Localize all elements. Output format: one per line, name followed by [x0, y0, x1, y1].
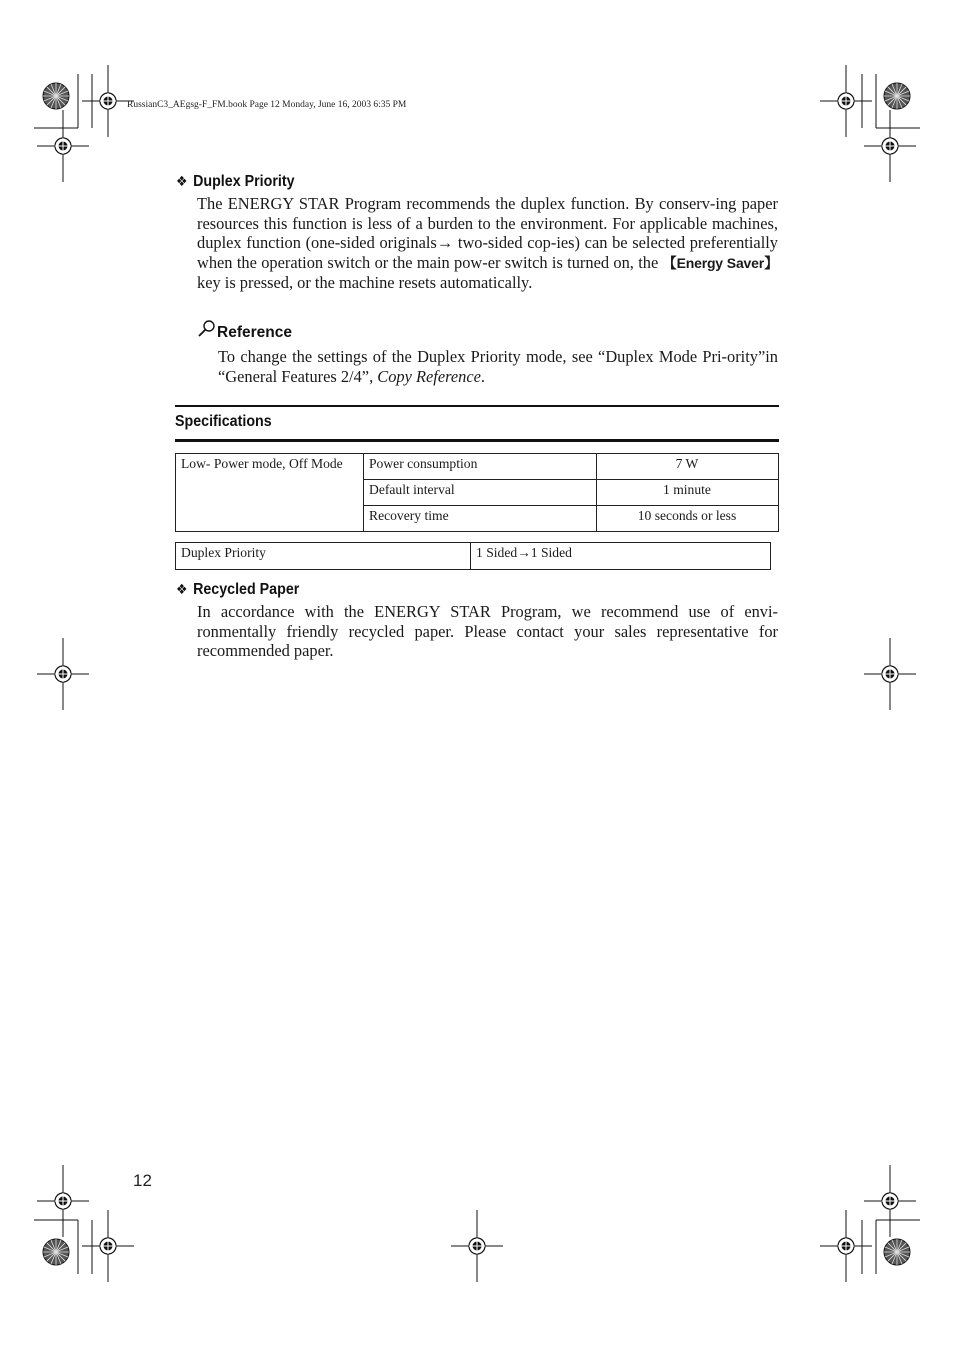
- specifications-bottom-rule: [175, 439, 779, 442]
- bullet-diamond-icon: ❖: [176, 173, 188, 189]
- crosshair-icon: [864, 1165, 916, 1237]
- reference-text-2: .: [480, 366, 485, 386]
- reference-text-1: To change the settings of the Duplex Priority mode, see “Duplex Mode Pri-ority”in “General Features 2/4”,: [218, 347, 778, 386]
- crosshair-icon: [37, 110, 89, 182]
- spec-value-cell: 10 seconds or less: [597, 506, 779, 532]
- crop-wheel-icon: [43, 1239, 69, 1265]
- page-number: 12: [133, 1171, 152, 1190]
- crosshair-icon: [820, 1210, 872, 1282]
- crosshair-icon: [451, 1210, 503, 1282]
- duplex-priority-text-2: key is pressed, or the machine resets automatically.: [197, 273, 533, 293]
- duplex-priority-title: Duplex Priority: [193, 173, 295, 190]
- crosshair-icon: [864, 638, 916, 710]
- specifications-heading: Specifications: [175, 413, 272, 430]
- table-row: [176, 454, 779, 480]
- table-row: [176, 543, 771, 570]
- crosshair-icon: [864, 110, 916, 182]
- reference-block: [197, 319, 292, 344]
- copy-reference-link-text: Copy Reference: [377, 366, 481, 386]
- recycled-paper-paragraph: In accordance with the ENERGY STAR Program, we recommend use of envi-ronmentally friendly recycled paper. Please contact your sales representative for recommended paper.: [197, 602, 778, 661]
- crosshair-icon: [37, 638, 89, 710]
- recycled-paper-title: Recycled Paper: [193, 581, 300, 598]
- duplex-label-cell: Duplex Priority: [176, 543, 471, 570]
- magnifier-icon: [197, 319, 217, 344]
- specifications-top-rule: [175, 405, 779, 407]
- recycled-paper-heading: [176, 581, 299, 599]
- spec-value-cell: 1 minute: [597, 480, 779, 506]
- duplex-spec-table: [175, 542, 771, 570]
- crop-wheel-icon: [884, 1239, 910, 1265]
- reference-text: [218, 347, 778, 386]
- spec-label-cell: Power consumption: [364, 454, 597, 480]
- mode-cell: Low- Power mode, Off Mode: [176, 454, 364, 532]
- crosshair-icon: [37, 1165, 89, 1237]
- bullet-diamond-icon: ❖: [176, 581, 188, 597]
- duplex-value-cell: 1 Sided→1 Sided: [471, 543, 771, 570]
- crop-wheel-icon: [884, 83, 910, 109]
- crop-wheel-icon: [43, 83, 69, 109]
- crosshair-icon: [82, 1210, 134, 1282]
- book-header: RussianC3_AEgsg-F_FM.book Page 12 Monday, June 16, 2003 6:35 PM: [127, 100, 407, 110]
- reference-heading: Reference: [217, 324, 292, 341]
- power-spec-table: [175, 453, 779, 532]
- energy-saver-key-label: 【Energy Saver】: [662, 254, 778, 271]
- spec-label-cell: Default interval: [364, 480, 597, 506]
- crosshair-icon: [820, 65, 872, 137]
- duplex-priority-paragraph: [197, 194, 778, 293]
- duplex-priority-text-1: The ENERGY STAR Program recommends the duplex function. By conserv-ing paper resources this function is less of a burden to the environment. For applicable machines, duplex function (one-sided originals→ two-sided cop-ies) can be selected preferentially when the operation switch or the main pow-er switch is turned on, the: [197, 194, 778, 272]
- spec-value-cell: 7 W: [597, 454, 779, 480]
- spec-label-cell: Recovery time: [364, 506, 597, 532]
- duplex-priority-heading: [176, 173, 295, 191]
